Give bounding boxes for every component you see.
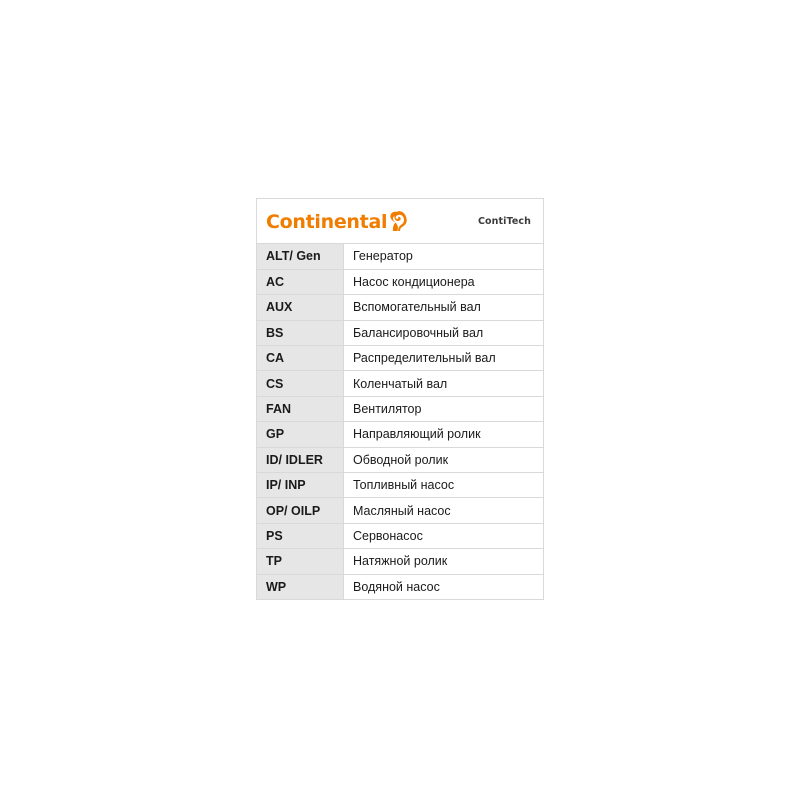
horse-icon [390,211,407,231]
abbreviation-code: IP/ INP [257,473,344,498]
legend-card [256,198,544,600]
abbreviation-code: WP [257,574,344,599]
contitech-sub-brand: ContiTech [477,215,531,227]
abbreviation-code: CS [257,371,344,396]
brand-header [257,199,543,244]
abbreviation-code: GP [257,422,344,447]
abbreviation-code: OP/ OILP [257,498,344,523]
table-row [257,346,543,371]
abbreviation-code: FAN [257,396,344,421]
table-row [257,396,543,421]
table-row [257,422,543,447]
continental-wordmark: Continental [266,210,388,233]
abbreviation-description: Балансировочный вал [344,320,544,345]
abbreviation-code: CA [257,346,344,371]
table-row [257,574,543,599]
abbreviation-description: Сервонасос [344,523,544,548]
table-body [257,244,543,599]
abbreviation-description: Коленчатый вал [344,371,544,396]
abbreviation-code: TP [257,549,344,574]
brand-logo [266,211,407,231]
abbreviation-code: PS [257,523,344,548]
abbreviation-description: Водяной насос [344,574,544,599]
table-row [257,295,543,320]
table-row [257,473,543,498]
table-row [257,549,543,574]
table-row [257,447,543,472]
abbreviation-description: Направляющий ролик [344,422,544,447]
abbreviation-code: ALT/ Gen [257,244,344,269]
abbreviation-description: Распределительный вал [344,346,544,371]
abbreviation-description: Натяжной ролик [344,549,544,574]
abbreviation-description: Генератор [344,244,544,269]
abbreviation-description: Масляный насос [344,498,544,523]
abbreviation-code: BS [257,320,344,345]
table-row [257,371,543,396]
table-row [257,269,543,294]
abbreviation-description: Вентилятор [344,396,544,421]
abbreviation-code: AC [257,269,344,294]
abbreviation-description: Обводной ролик [344,447,544,472]
abbreviation-code: AUX [257,295,344,320]
table-row [257,320,543,345]
table-row [257,523,543,548]
abbreviation-table [257,244,543,599]
abbreviation-description: Топливный насос [344,473,544,498]
table-row [257,244,543,269]
abbreviation-description: Насос кондиционера [344,269,544,294]
abbreviation-description: Вспомогательный вал [344,295,544,320]
table-row [257,498,543,523]
abbreviation-code: ID/ IDLER [257,447,344,472]
